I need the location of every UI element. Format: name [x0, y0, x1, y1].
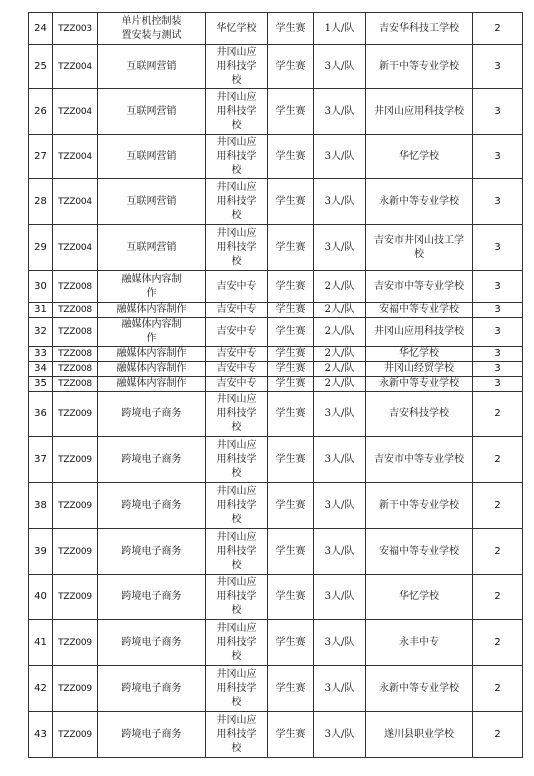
- cell-team: 3人/队: [314, 712, 366, 758]
- cell-no: 40: [29, 575, 53, 620]
- cell-team: 2人/队: [314, 271, 366, 303]
- cell-code: TZZ008: [53, 271, 98, 303]
- cell-no: 29: [29, 225, 53, 271]
- cell-quota: 2: [473, 712, 523, 758]
- cell-event: 跨境电子商务: [98, 529, 206, 575]
- cell-quota: 2: [473, 666, 523, 712]
- cell-org: 井冈山应 用科技学 校: [206, 45, 268, 89]
- cell-team: 3人/队: [314, 89, 366, 135]
- cell-type: 学生赛: [268, 225, 314, 271]
- cell-event: 跨境电子商务: [98, 712, 206, 758]
- table-row: [29, 347, 523, 362]
- cell-no: 32: [29, 318, 53, 347]
- table-body: [29, 13, 523, 758]
- cell-type: 学生赛: [268, 529, 314, 575]
- cell-type: 学生赛: [268, 712, 314, 758]
- cell-code: TZZ008: [53, 303, 98, 318]
- table-row: [29, 135, 523, 179]
- cell-event: 融媒体内容制作: [98, 303, 206, 318]
- cell-quota: 3: [473, 347, 523, 362]
- cell-no: 31: [29, 303, 53, 318]
- cell-quota: 3: [473, 303, 523, 318]
- cell-org: 吉安中专: [206, 271, 268, 303]
- cell-quota: 2: [473, 620, 523, 666]
- cell-school: 安福中等专业学校: [366, 303, 473, 318]
- cell-org: 井冈山应 用科技学 校: [206, 135, 268, 179]
- cell-quota: 3: [473, 225, 523, 271]
- table-row: [29, 271, 523, 303]
- cell-team: 3人/队: [314, 225, 366, 271]
- cell-school: 永新中等专业学校: [366, 666, 473, 712]
- table-row: [29, 437, 523, 483]
- cell-quota: 3: [473, 362, 523, 377]
- cell-no: 25: [29, 45, 53, 89]
- cell-no: 33: [29, 347, 53, 362]
- table-row: [29, 529, 523, 575]
- cell-team: 2人/队: [314, 318, 366, 347]
- cell-org: 井冈山应 用科技学 校: [206, 392, 268, 437]
- cell-org: 井冈山应 用科技学 校: [206, 620, 268, 666]
- cell-quota: 3: [473, 45, 523, 89]
- cell-type: 学生赛: [268, 271, 314, 303]
- table-row: [29, 303, 523, 318]
- cell-school: 遂川县职业学校: [366, 712, 473, 758]
- cell-event: 跨境电子商务: [98, 575, 206, 620]
- cell-no: 28: [29, 179, 53, 225]
- cell-code: TZZ004: [53, 45, 98, 89]
- table-row: [29, 225, 523, 271]
- cell-org: 井冈山应 用科技学 校: [206, 89, 268, 135]
- cell-no: 43: [29, 712, 53, 758]
- cell-org: 井冈山应 用科技学 校: [206, 712, 268, 758]
- cell-school: 吉安市中等专业学校: [366, 437, 473, 483]
- cell-org: 井冈山应 用科技学 校: [206, 666, 268, 712]
- cell-team: 3人/队: [314, 45, 366, 89]
- cell-event: 融媒体内容制 作: [98, 318, 206, 347]
- cell-org: 吉安中专: [206, 377, 268, 392]
- cell-type: 学生赛: [268, 45, 314, 89]
- cell-team: 2人/队: [314, 303, 366, 318]
- cell-school: 永新中等专业学校: [366, 179, 473, 225]
- cell-code: TZZ008: [53, 377, 98, 392]
- cell-no: 26: [29, 89, 53, 135]
- cell-no: 24: [29, 13, 53, 45]
- cell-type: 学生赛: [268, 13, 314, 45]
- cell-team: 3人/队: [314, 666, 366, 712]
- cell-team: 2人/队: [314, 347, 366, 362]
- cell-type: 学生赛: [268, 437, 314, 483]
- table-row: [29, 377, 523, 392]
- cell-type: 学生赛: [268, 318, 314, 347]
- cell-event: 跨境电子商务: [98, 483, 206, 529]
- cell-team: 3人/队: [314, 529, 366, 575]
- cell-school: 吉安市中等专业学校: [366, 271, 473, 303]
- cell-no: 37: [29, 437, 53, 483]
- cell-code: TZZ008: [53, 318, 98, 347]
- cell-type: 学生赛: [268, 362, 314, 377]
- cell-quota: 3: [473, 377, 523, 392]
- cell-team: 3人/队: [314, 483, 366, 529]
- table-row: [29, 666, 523, 712]
- cell-type: 学生赛: [268, 303, 314, 318]
- cell-quota: 2: [473, 529, 523, 575]
- cell-school: 新干中等专业学校: [366, 45, 473, 89]
- cell-org: 井冈山应 用科技学 校: [206, 437, 268, 483]
- cell-team: 3人/队: [314, 575, 366, 620]
- cell-quota: 3: [473, 179, 523, 225]
- cell-quota: 3: [473, 271, 523, 303]
- cell-type: 学生赛: [268, 89, 314, 135]
- cell-quota: 3: [473, 135, 523, 179]
- cell-event: 融媒体内容制作: [98, 347, 206, 362]
- cell-code: TZZ003: [53, 13, 98, 45]
- cell-team: 3人/队: [314, 437, 366, 483]
- allocation-table: [28, 12, 523, 758]
- table-row: [29, 45, 523, 89]
- cell-event: 互联网营销: [98, 135, 206, 179]
- cell-event: 融媒体内容制 作: [98, 271, 206, 303]
- cell-school: 华忆学校: [366, 575, 473, 620]
- table-row: [29, 318, 523, 347]
- cell-no: 30: [29, 271, 53, 303]
- cell-no: 42: [29, 666, 53, 712]
- cell-type: 学生赛: [268, 666, 314, 712]
- cell-quota: 3: [473, 318, 523, 347]
- cell-event: 跨境电子商务: [98, 437, 206, 483]
- cell-code: TZZ004: [53, 179, 98, 225]
- cell-type: 学生赛: [268, 135, 314, 179]
- cell-code: TZZ009: [53, 575, 98, 620]
- cell-type: 学生赛: [268, 620, 314, 666]
- cell-quota: 2: [473, 392, 523, 437]
- cell-team: 2人/队: [314, 377, 366, 392]
- cell-code: TZZ009: [53, 483, 98, 529]
- cell-school: 华忆学校: [366, 347, 473, 362]
- cell-event: 单片机控制装 置安装与测试: [98, 13, 206, 45]
- cell-event: 跨境电子商务: [98, 666, 206, 712]
- table-row: [29, 179, 523, 225]
- cell-type: 学生赛: [268, 483, 314, 529]
- cell-code: TZZ008: [53, 362, 98, 377]
- cell-no: 41: [29, 620, 53, 666]
- cell-org: 井冈山应 用科技学 校: [206, 575, 268, 620]
- table-row: [29, 483, 523, 529]
- cell-org: 井冈山应 用科技学 校: [206, 529, 268, 575]
- cell-org: 华忆学校: [206, 13, 268, 45]
- cell-type: 学生赛: [268, 179, 314, 225]
- cell-event: 融媒体内容制作: [98, 377, 206, 392]
- cell-team: 2人/队: [314, 362, 366, 377]
- cell-code: TZZ009: [53, 712, 98, 758]
- table-row: [29, 13, 523, 45]
- cell-quota: 3: [473, 89, 523, 135]
- cell-team: 3人/队: [314, 620, 366, 666]
- cell-no: 39: [29, 529, 53, 575]
- table-row: [29, 575, 523, 620]
- cell-no: 27: [29, 135, 53, 179]
- cell-code: TZZ004: [53, 135, 98, 179]
- cell-quota: 2: [473, 483, 523, 529]
- table-row: [29, 712, 523, 758]
- cell-team: 1人/队: [314, 13, 366, 45]
- cell-code: TZZ008: [53, 347, 98, 362]
- cell-org: 井冈山应 用科技学 校: [206, 483, 268, 529]
- cell-type: 学生赛: [268, 575, 314, 620]
- cell-school: 吉安华科技工学校: [366, 13, 473, 45]
- cell-code: TZZ009: [53, 666, 98, 712]
- cell-no: 35: [29, 377, 53, 392]
- cell-event: 互联网营销: [98, 89, 206, 135]
- cell-event: 互联网营销: [98, 225, 206, 271]
- cell-event: 跨境电子商务: [98, 392, 206, 437]
- cell-team: 3人/队: [314, 135, 366, 179]
- cell-org: 吉安中专: [206, 318, 268, 347]
- cell-school: 永新中等专业学校: [366, 377, 473, 392]
- cell-school: 井冈山应用科技学校: [366, 318, 473, 347]
- cell-no: 36: [29, 392, 53, 437]
- cell-school: 井冈山应用科技学校: [366, 89, 473, 135]
- table-row: [29, 362, 523, 377]
- cell-event: 跨境电子商务: [98, 620, 206, 666]
- cell-type: 学生赛: [268, 377, 314, 392]
- cell-team: 3人/队: [314, 392, 366, 437]
- cell-org: 井冈山应 用科技学 校: [206, 225, 268, 271]
- cell-school: 永丰中专: [366, 620, 473, 666]
- table-row: [29, 392, 523, 437]
- cell-team: 3人/队: [314, 179, 366, 225]
- cell-org: 吉安中专: [206, 362, 268, 377]
- cell-type: 学生赛: [268, 392, 314, 437]
- cell-org: 吉安中专: [206, 347, 268, 362]
- cell-event: 融媒体内容制作: [98, 362, 206, 377]
- cell-no: 38: [29, 483, 53, 529]
- cell-quota: 2: [473, 437, 523, 483]
- table-row: [29, 89, 523, 135]
- cell-code: TZZ009: [53, 529, 98, 575]
- cell-school: 吉安科技学校: [366, 392, 473, 437]
- cell-quota: 2: [473, 575, 523, 620]
- cell-school: 安福中等专业学校: [366, 529, 473, 575]
- cell-no: 34: [29, 362, 53, 377]
- cell-code: TZZ004: [53, 89, 98, 135]
- cell-type: 学生赛: [268, 347, 314, 362]
- cell-code: TZZ009: [53, 392, 98, 437]
- cell-school: 新干中等专业学校: [366, 483, 473, 529]
- cell-school: 井冈山经贸学校: [366, 362, 473, 377]
- cell-event: 互联网营销: [98, 45, 206, 89]
- cell-school: 吉安市井冈山技工学 校: [366, 225, 473, 271]
- cell-quota: 2: [473, 13, 523, 45]
- cell-code: TZZ009: [53, 437, 98, 483]
- cell-org: 井冈山应 用科技学 校: [206, 179, 268, 225]
- cell-school: 华忆学校: [366, 135, 473, 179]
- cell-event: 互联网营销: [98, 179, 206, 225]
- cell-org: 吉安中专: [206, 303, 268, 318]
- cell-code: TZZ009: [53, 620, 98, 666]
- table-row: [29, 620, 523, 666]
- cell-code: TZZ004: [53, 225, 98, 271]
